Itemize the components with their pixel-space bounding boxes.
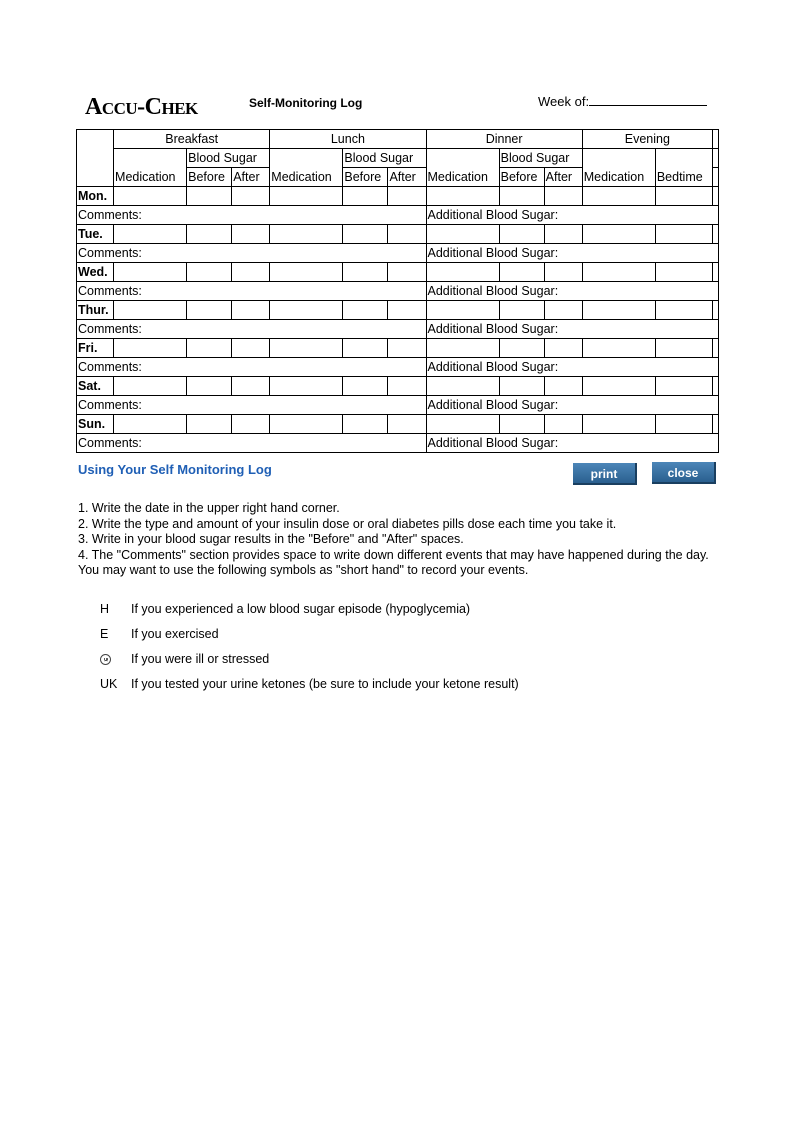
week-of-label: Week of: [538,94,590,109]
week-of-field[interactable] [538,93,707,109]
additional-blood-sugar-field[interactable]: Additional Blood Sugar: [426,282,718,301]
log-entry-cell[interactable] [343,301,388,320]
day-row [77,263,719,282]
log-entry-cell[interactable] [499,225,544,244]
symbol-key: H [100,602,110,616]
log-entry-cell[interactable] [544,377,582,396]
comments-field[interactable]: Comments: [77,358,427,377]
symbol-row-ill [100,652,269,666]
log-entry-cell[interactable] [499,263,544,282]
log-entry-cell[interactable] [655,263,712,282]
spacer-cell [712,415,718,434]
additional-blood-sugar-field[interactable]: Additional Blood Sugar: [426,244,718,263]
log-entry-cell[interactable] [270,415,343,434]
instruction-step: 1. Write the date in the upper right hand corner. [78,501,340,515]
comments-field[interactable]: Comments: [77,396,427,415]
meal-header-row [77,130,719,149]
meal-header-dinner: Dinner [426,130,582,149]
instruction-step: 2. Write the type and amount of your insulin dose or oral diabetes pills dose each time you take it. [78,516,617,531]
spacer-cell [712,187,718,206]
log-entry-cell[interactable] [582,187,655,206]
instructions-title: Using Your Self Monitoring Log [78,462,272,477]
log-entry-cell[interactable] [187,377,232,396]
log-entry-cell[interactable] [232,415,270,434]
log-entry-cell[interactable] [582,415,655,434]
comments-row [77,434,719,453]
day-label: Sat. [77,377,114,396]
spacer-cell [712,301,718,320]
log-entry-cell[interactable] [187,301,232,320]
day-label: Wed. [77,263,114,282]
log-entry-cell[interactable] [426,339,499,358]
log-entry-cell[interactable] [582,339,655,358]
meal-header-lunch: Lunch [270,130,426,149]
evening-medication-header: Medication [582,149,655,187]
log-entry-cell[interactable] [343,187,388,206]
breakfast-after-header: After [232,168,270,187]
comments-field[interactable]: Comments: [77,244,427,263]
day-label: Thur. [77,301,114,320]
day-row [77,339,719,358]
log-entry-cell[interactable] [388,415,426,434]
log-entry-cell[interactable] [187,187,232,206]
spacer-cell [712,377,718,396]
log-entry-cell[interactable] [655,377,712,396]
log-entry-cell[interactable] [232,301,270,320]
symbol-row-hypoglycemia [100,602,470,616]
additional-blood-sugar-field[interactable]: Additional Blood Sugar: [426,358,718,377]
comments-field[interactable]: Comments: [77,282,427,301]
log-entry-cell[interactable] [114,339,187,358]
accu-chek-logo: Accu-Chek [85,94,198,120]
log-entry-cell[interactable] [114,187,187,206]
additional-blood-sugar-field[interactable]: Additional Blood Sugar: [426,434,718,453]
day-row [77,225,719,244]
log-entry-cell[interactable] [582,377,655,396]
comments-row [77,396,719,415]
log-entry-cell[interactable] [655,415,712,434]
day-row [77,301,719,320]
log-entry-cell[interactable] [544,415,582,434]
additional-blood-sugar-field[interactable]: Additional Blood Sugar: [426,396,718,415]
log-entry-cell[interactable] [582,301,655,320]
log-entry-cell[interactable] [388,377,426,396]
log-entry-cell[interactable] [232,339,270,358]
log-entry-cell[interactable] [655,225,712,244]
lunch-after-header: After [388,168,426,187]
log-entry-cell[interactable] [499,339,544,358]
spacer-cell [712,339,718,358]
log-entry-cell[interactable] [343,263,388,282]
symbol-text: If you were ill or stressed [131,652,270,666]
log-entry-cell[interactable] [270,301,343,320]
instruction-step: 4. The "Comments" section provides space to write down different events that may have happened during the day. You may want to use the following symbols as "short hand" to record your events. [78,547,709,577]
log-entry-cell[interactable] [232,187,270,206]
meal-header-breakfast: Breakfast [114,130,270,149]
log-entry-cell[interactable] [114,301,187,320]
subheader-row-1 [77,149,719,168]
log-entry-cell[interactable] [232,225,270,244]
comments-field[interactable]: Comments: [77,320,427,339]
evening-bedtime-header: Bedtime [655,149,712,187]
monitoring-log-table [76,129,719,453]
day-row [77,377,719,396]
log-entry-cell[interactable] [426,225,499,244]
log-entry-cell[interactable] [655,301,712,320]
comments-row [77,244,719,263]
log-entry-cell[interactable] [426,187,499,206]
week-of-line[interactable] [589,93,707,106]
log-entry-cell[interactable] [426,415,499,434]
dinner-medication-header: Medication [426,149,499,187]
page-title: Self-Monitoring Log [249,96,363,110]
log-entry-cell[interactable] [187,225,232,244]
breakfast-before-header: Before [187,168,232,187]
spacer-cell [712,263,718,282]
comments-row [77,358,719,377]
comments-row [77,282,719,301]
log-entry-cell[interactable] [114,263,187,282]
day-label: Tue. [77,225,114,244]
log-entry-cell[interactable] [544,339,582,358]
lunch-blood-sugar-header: Blood Sugar [343,149,426,168]
symbol-text: If you experienced a low blood sugar episode (hypoglycemia) [131,602,471,616]
log-entry-cell[interactable] [499,187,544,206]
print-button[interactable]: print [573,463,637,485]
spacer-cell [712,130,718,149]
log-entry-cell[interactable] [343,377,388,396]
additional-blood-sugar-field[interactable]: Additional Blood Sugar: [426,320,718,339]
log-entry-cell[interactable] [114,415,187,434]
log-entry-cell[interactable] [232,377,270,396]
day-row [77,415,719,434]
log-entry-cell[interactable] [544,187,582,206]
log-entry-cell[interactable] [388,339,426,358]
log-entry-cell[interactable] [187,415,232,434]
sad-face-icon [100,654,111,665]
lunch-medication-header: Medication [270,149,343,187]
instruction-step: 3. Write in your blood sugar results in the "Before" and "After" spaces. [78,532,464,546]
log-entry-cell[interactable] [544,225,582,244]
log-entry-cell[interactable] [270,377,343,396]
log-entry-cell[interactable] [388,187,426,206]
instruction-steps [78,501,718,579]
spacer-cell [712,225,718,244]
meal-header-evening: Evening [582,130,712,149]
spacer-cell [712,168,718,187]
log-entry-cell[interactable] [655,187,712,206]
log-entry-cell[interactable] [270,263,343,282]
log-entry-cell[interactable] [388,225,426,244]
symbol-key: E [100,627,109,641]
log-entry-cell[interactable] [426,301,499,320]
log-entry-cell[interactable] [270,225,343,244]
dinner-before-header: Before [499,168,544,187]
log-entry-cell[interactable] [343,415,388,434]
log-entry-cell[interactable] [114,225,187,244]
log-entry-cell[interactable] [582,225,655,244]
log-entry-cell[interactable] [426,377,499,396]
log-entry-cell[interactable] [499,415,544,434]
log-entry-cell[interactable] [187,339,232,358]
log-entry-cell[interactable] [270,339,343,358]
log-entry-cell[interactable] [187,263,232,282]
comments-field[interactable]: Comments: [77,206,427,225]
log-entry-cell[interactable] [343,225,388,244]
additional-blood-sugar-field[interactable]: Additional Blood Sugar: [426,206,718,225]
log-entry-cell[interactable] [114,377,187,396]
day-row [77,187,719,206]
breakfast-medication-header: Medication [114,149,187,187]
dinner-blood-sugar-header: Blood Sugar [499,149,582,168]
symbol-key [100,652,131,666]
lunch-before-header: Before [343,168,388,187]
log-entry-cell[interactable] [232,263,270,282]
day-label: Sun. [77,415,114,434]
comments-field[interactable]: Comments: [77,434,427,453]
spacer-cell [712,149,718,168]
day-label: Fri. [77,339,114,358]
log-entry-cell[interactable] [499,301,544,320]
symbol-text: If you exercised [131,627,219,641]
log-entry-cell[interactable] [582,263,655,282]
log-entry-cell[interactable] [544,263,582,282]
symbol-text: If you tested your urine ketones (be sure to include your ketone result) [131,677,519,691]
breakfast-blood-sugar-header: Blood Sugar [187,149,270,168]
day-header-cell [77,130,114,187]
log-entry-cell[interactable] [343,339,388,358]
log-entry-cell[interactable] [388,263,426,282]
dinner-after-header: After [544,168,582,187]
symbol-key: UK [100,677,118,691]
log-entry-cell[interactable] [655,339,712,358]
day-label: Mon. [77,187,114,206]
log-entry-cell[interactable] [388,301,426,320]
log-entry-cell[interactable] [499,377,544,396]
close-button[interactable]: close [652,462,716,484]
comments-row [77,206,719,225]
log-entry-cell[interactable] [544,301,582,320]
symbol-row-exercise [100,627,219,641]
symbol-row-ketones [100,677,519,691]
log-entry-cell[interactable] [426,263,499,282]
log-entry-cell[interactable] [270,187,343,206]
comments-row [77,320,719,339]
